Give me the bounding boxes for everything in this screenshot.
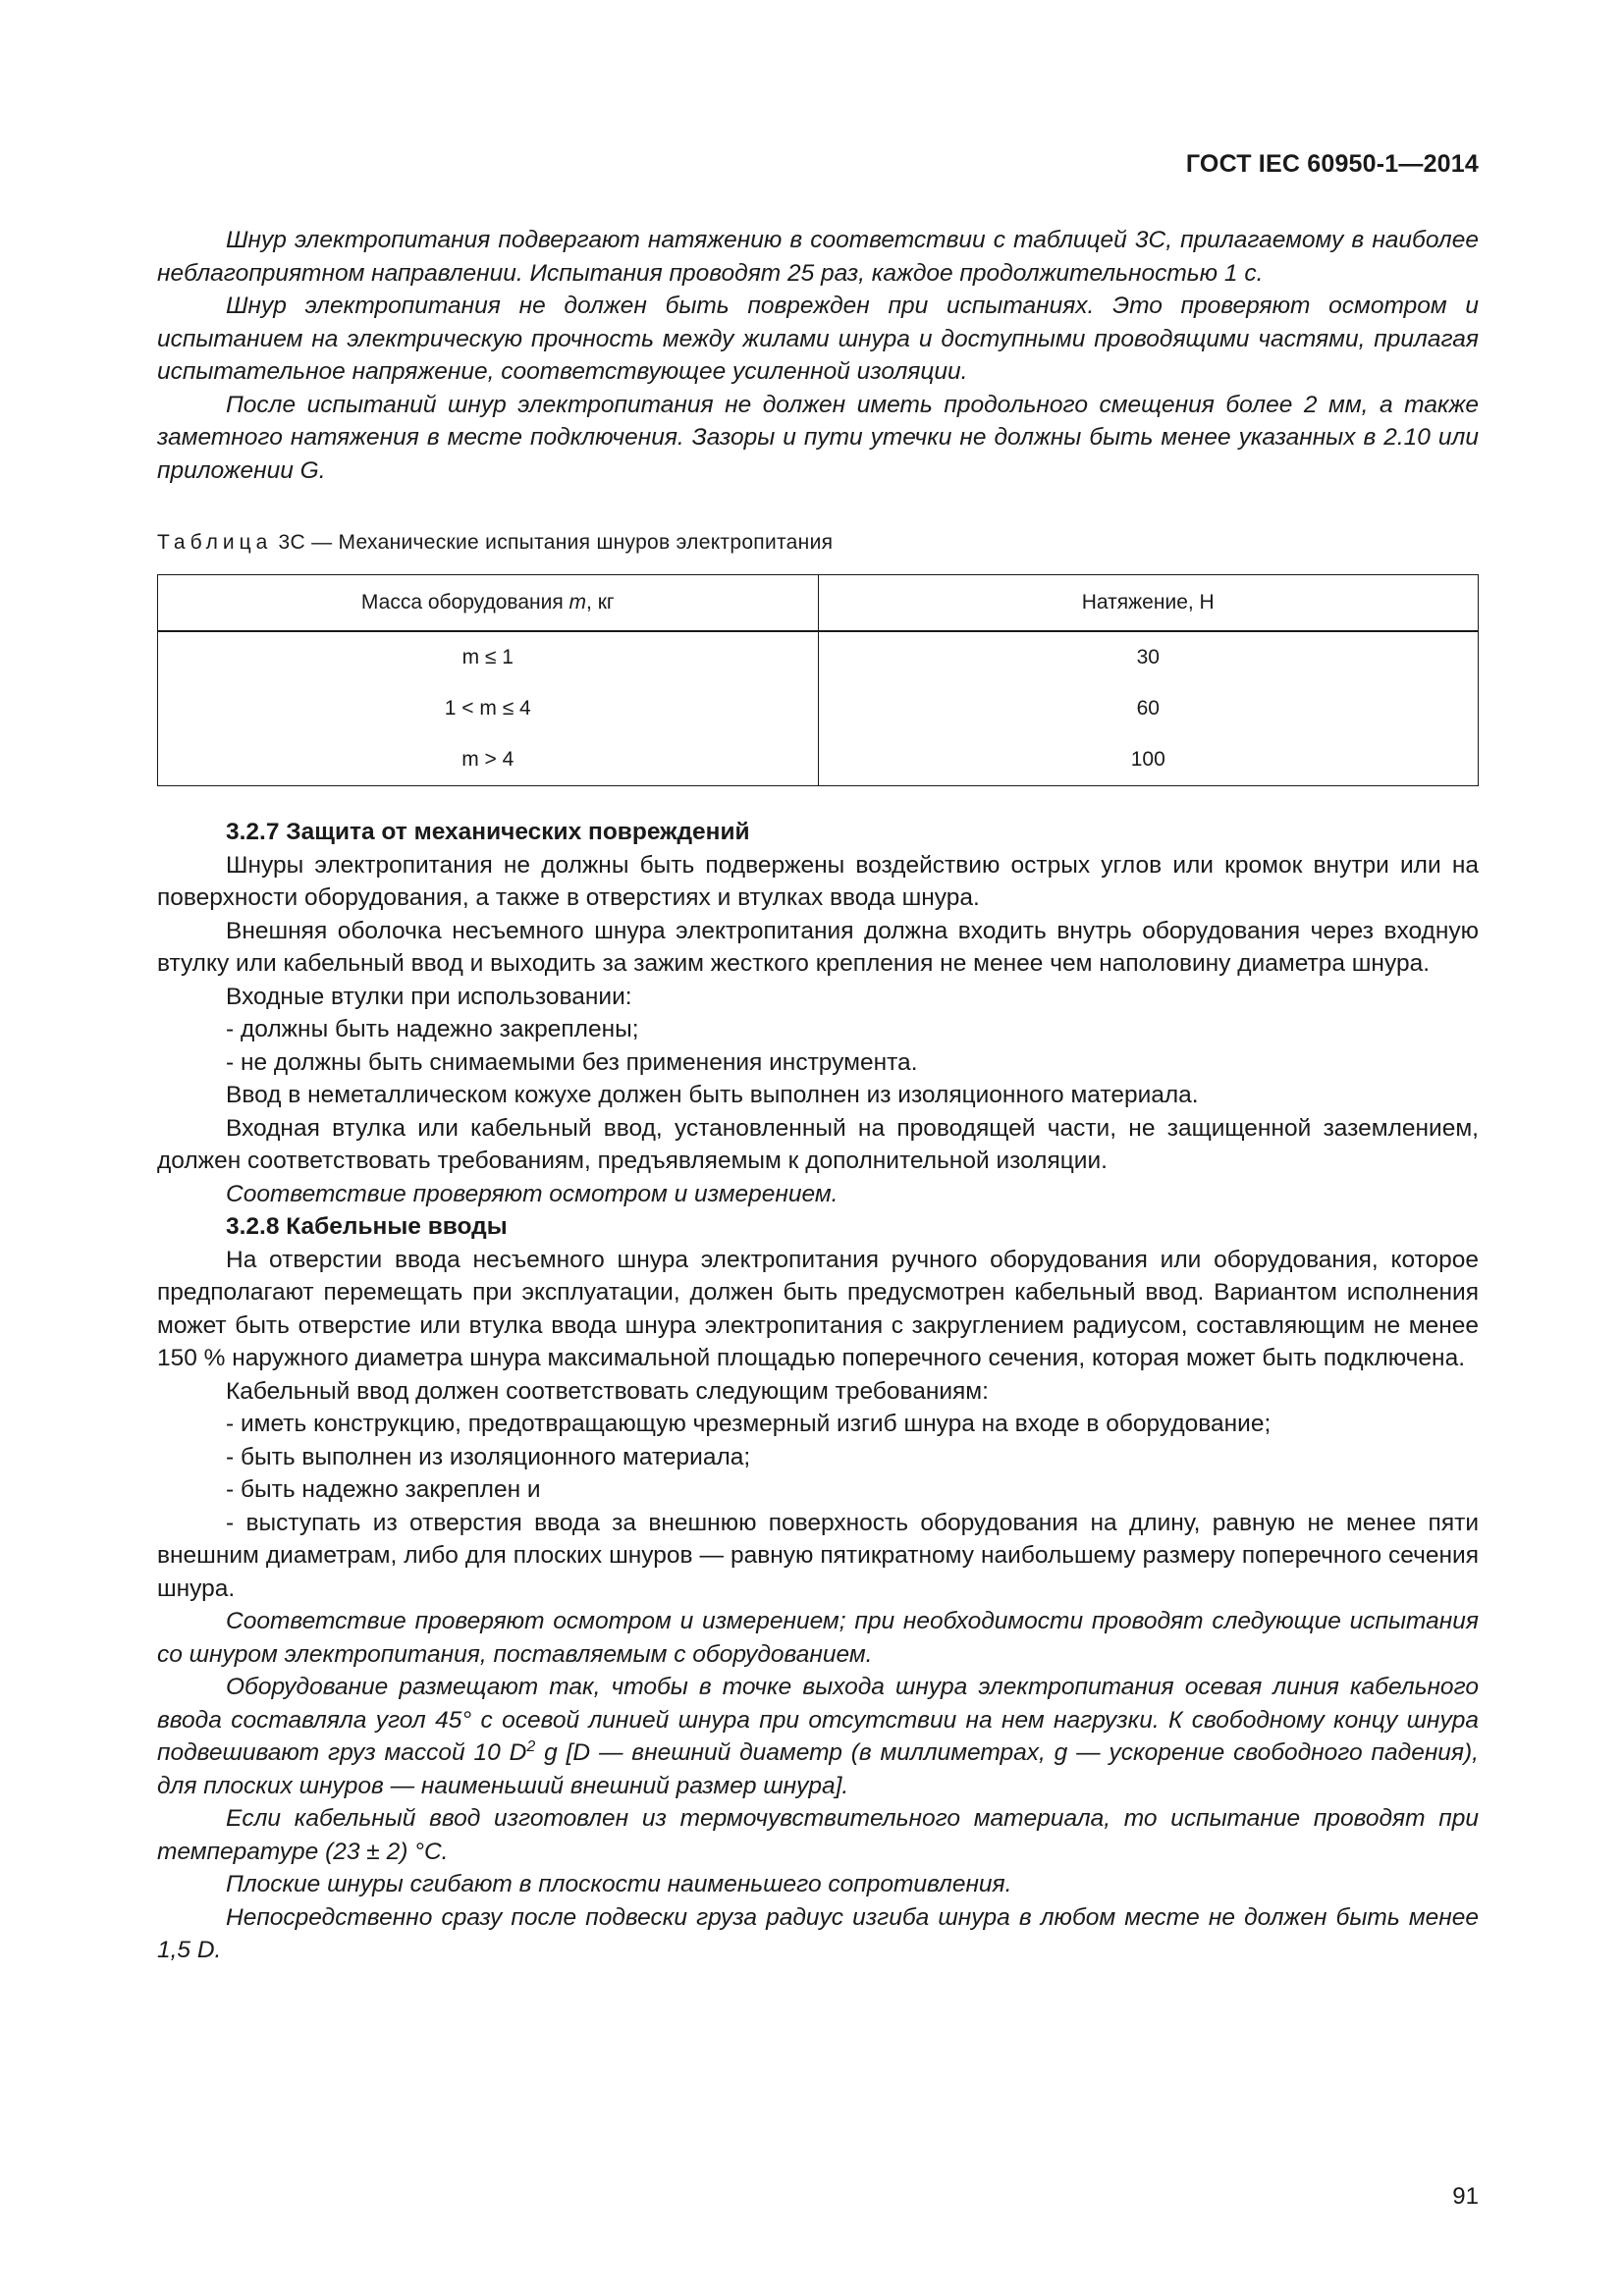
list-item: - выступать из отверстия ввода за внешнюю поверхность оборудования на длину, равную не менее пяти внешним диаметрам, либо для плоских шнуров — равную пятикратному наибольшему размеру поперечного сечения шнура. — [157, 1509, 1479, 1602]
list-item: - быть выполнен из изоляционного материала; — [226, 1443, 751, 1470]
table-title: 3С — Механические испытания шнуров электропитания — [278, 531, 834, 554]
document-code: ГОСТ IEC 60950-1—2014 — [1185, 150, 1479, 178]
section-heading-3-2-7: 3.2.7 Защита от механических повреждений — [226, 819, 750, 845]
s327-paragraph-4: Ввод в неметаллическом кожухе должен быть выполнен из изоляционного материала. — [226, 1082, 1199, 1108]
section-heading-3-2-8: 3.2.8 Кабельные вводы — [226, 1213, 508, 1240]
page-body — [157, 147, 1479, 1967]
cell-tension: 100 — [818, 734, 1479, 786]
list-item: - быть надежно закреплен и — [226, 1476, 541, 1503]
table-caption — [157, 531, 1479, 555]
intro-paragraph-2: Шнур электропитания не должен быть поврежден при испытаниях. Это проверяют осмотром и испытанием на электрическую прочность между жилами шнура и доступными проводящими частями, прилагая испытательное напряжение, соответствующее усиленной изоляции. — [157, 293, 1479, 385]
s327-paragraph-2: Внешняя оболочка несъемного шнура электропитания должна входить внутрь оборудования через входную втулку или кабельный ввод и выходить за зажим жесткого крепления не менее чем наполовину диаметра шнура. — [157, 917, 1479, 977]
s328-paragraph-7: Непосредственно сразу после подвески груза радиус изгиба шнура в любом месте не должен быть менее 1,5 D. — [157, 1903, 1479, 1963]
table-row — [158, 683, 1479, 734]
s327-paragraph-5: Входная втулка или кабельный ввод, установленный на проводящей части, не защищенной заземлением, должен соответствовать требованиям, предъявляемым к дополнительной изоляции. — [157, 1114, 1479, 1174]
cord-tension-table — [157, 574, 1479, 786]
s327-paragraph-3: Входные втулки при использовании: — [226, 983, 632, 1010]
s327-paragraph-1: Шнуры электропитания не должны быть подвержены воздействию острых углов или кромок внутри или на поверхности оборудования, а также в отверстиях и втулках ввода шнура. — [157, 851, 1479, 911]
cell-mass: m > 4 — [158, 734, 819, 786]
s328-paragraph-1: На отверстии ввода несъемного шнура электропитания ручного оборудования или оборудования, которое предполагают перемещать при эксплуатации, должен быть предусмотрен кабельный ввод. Вариантом исполнения может быть отверстие или втулка ввода шнура электропитания с закруглением радиусом, составляющим не менее 150 % наружного диаметра шнура максимальной площадью поперечного сечения, которая может быть подключена. — [157, 1246, 1479, 1371]
intro-paragraph-1: Шнур электропитания подвергают натяжению в соответствии с таблицей 3С, прилагаемому в наиболее неблагоприятном направлении. Испытания проводят 25 раз, каждое продолжительностью 1 с. — [157, 227, 1479, 287]
intro-paragraph-3: После испытаний шнур электропитания не должен иметь продольного смещения более 2 мм, а также заметного натяжения в месте подключения. Зазоры и пути утечки не должны быть менее указанных в 2.10 или приложении G. — [157, 391, 1479, 484]
s328-compliance-note: Соответствие проверяют осмотром и измерением; при необходимости проводят следующие испытания со шнуром электропитания, поставляемым с оборудованием. — [157, 1608, 1479, 1668]
cell-mass: 1 < m ≤ 4 — [158, 683, 819, 734]
list-item: - не должны быть снимаемыми без применения инструмента. — [226, 1048, 918, 1076]
cell-mass: m ≤ 1 — [158, 631, 819, 683]
list-item: - иметь конструкцию, предотвращающую чрезмерный изгиб шнура на входе в оборудование; — [226, 1411, 1272, 1437]
column-header-mass: Масса оборудования m, кг — [158, 575, 819, 632]
s327-compliance-note: Соответствие проверяют осмотром и измерением. — [226, 1180, 839, 1207]
s328-paragraph-2: Кабельный ввод должен соответствовать следующим требованиям: — [226, 1377, 989, 1405]
s328-paragraph-6: Плоские шнуры сгибают в плоскости наименьшего сопротивления. — [226, 1871, 1012, 1897]
cell-tension: 30 — [818, 631, 1479, 683]
list-item: - должны быть надежно закреплены; — [226, 1016, 639, 1042]
table-row — [158, 734, 1479, 786]
column-header-tension: Натяжение, Н — [818, 575, 1479, 632]
table-row — [158, 631, 1479, 683]
page-number: 91 — [1452, 2183, 1479, 2210]
s328-paragraph-5: Если кабельный ввод изготовлен из термочувствительного материала, то испытание проводят при температуре (23 ± 2) °С. — [157, 1805, 1479, 1865]
table-header-row — [158, 575, 1479, 632]
s328-test-procedure: Оборудование размещают так, чтобы в точке выхода шнура электропитания осевая линия кабельного ввода составляла угол 45° с осевой линией шнура при отсутствии на нем нагрузки. К свободному концу шнура подвешивают груз массой 10 $D^2$ g [D — внешний диаметр (в миллиметрах, g — ускорение свободного падения), для плоских шнуров — наименьший внешний размер шнура]. — [157, 1674, 1479, 1799]
table-label: Таблица — [157, 531, 273, 554]
cell-tension: 60 — [818, 683, 1479, 734]
